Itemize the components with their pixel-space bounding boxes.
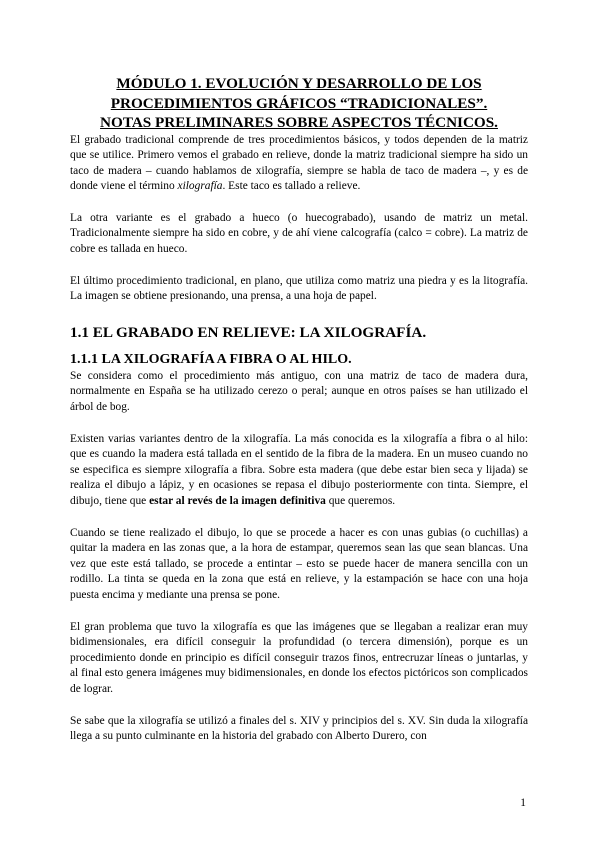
title-line-2: PROCEDIMIENTOS GRÁFICOS “TRADICIONALES”. — [110, 94, 488, 112]
title-line-3: NOTAS PRELIMINARES SOBRE ASPECTOS TÉCNICOS. — [100, 114, 498, 131]
title-line-1: MÓDULO 1. EVOLUCIÓN Y DESARROLLO DE LOS — [116, 75, 482, 92]
intro-paragraph-2: La otra variante es el grabado a hueco (o huecograbado), usando de matriz un metal. Tradicionalmente siempre ha sido en cobre, y de ahí viene calcografía (calco = cobre). La matriz de cobre es tallada en hueco. — [70, 211, 528, 256]
section-heading-1-1: 1.1 EL GRABADO EN RELIEVE: LA XILOGRAFÍA. — [70, 323, 427, 341]
emphasis-xilografia: xilografía — [177, 180, 223, 193]
section-paragraph-5: Se sabe que la xilografía se utilizó a finales del s. XIV y principios del s. XV. Sin duda la xilografía llega a su punto culminante en la historia del grabado con Alberto Durero, con — [70, 714, 528, 743]
bold-phrase: estar al revés de la imagen definitiva — [149, 495, 326, 507]
section-paragraph-2: Existen varias variantes dentro de la xilografía. La más conocida es la xilografía a fibra o al hilo: que es cuando la madera está tallada en el sentido de la fibra de la madera. En un museo cuando no se especifica es siempre xilografía a fibra. Sobre esta madera (que debe estar bien seca y lijada) se realiza el dibujo a lápiz, y en ocasiones se repasa el dibujo posteriormente con tinta. Siempre, el dibujo, tiene que estar al revés de la imagen definitiva que queremos. — [70, 432, 528, 507]
intro-paragraph-3: El último procedimiento tradicional, en plano, que utiliza como matriz una piedra y es la litografía. La imagen se obtiene presionando, una prensa, a una hoja de papel. — [70, 274, 528, 303]
document-page — [70, 74, 528, 745]
intro-paragraph-1: El grabado tradicional comprende de tres procedimientos básicos, y todos dependen de la matriz que se utilice. Primero vemos el grabado en relieve, donde la matriz tradicional siempre ha sido un taco de madera – cuando hablamos de xilografía, siempre se habla de taco de madera –, y es de donde viene el término xilografía. Este taco es tallado a relieve. — [70, 133, 528, 193]
section-paragraph-4: El gran problema que tuvo la xilografía es que las imágenes que se llegaban a realizar eran muy bidimensionales, era difícil conseguir la profundidad (o tercera dimensión), porque es un procedimiento donde en principio es difícil conseguir trazos finos, entrecruzar líneas o juntarlas, y al final esto genera imágenes muy bidimensionales, en donde los efectos pictóricos son complicados de lograr. — [70, 620, 528, 695]
document-title — [70, 74, 528, 133]
subsection-heading-1-1-1: 1.1.1 LA XILOGRAFÍA A FIBRA O AL HILO. — [70, 351, 352, 367]
section-paragraph-3: Cuando se tiene realizado el dibujo, lo que se procede a hacer es con unas gubias (o cuchillas) a quitar la madera en las zonas que, a la hora de estampar, queremos sean las que sean blancas. Una vez que este está tallado, se procede a entintar – esto se puede hacer de manera sencilla con un rodillo. La tinta se queda en la zona que está en relieve, y la estampación se hace con una hoja puesta encima y mediante una prensa se pone. — [70, 526, 528, 601]
page-number: 1 — [520, 797, 526, 809]
section-paragraph-1: Se considera como el procedimiento más antiguo, con una matriz de taco de madera dura, normalmente en España se ha utilizado cerezo o peral; aunque en otros países se han utilizado el árbol de bog. — [70, 369, 528, 414]
